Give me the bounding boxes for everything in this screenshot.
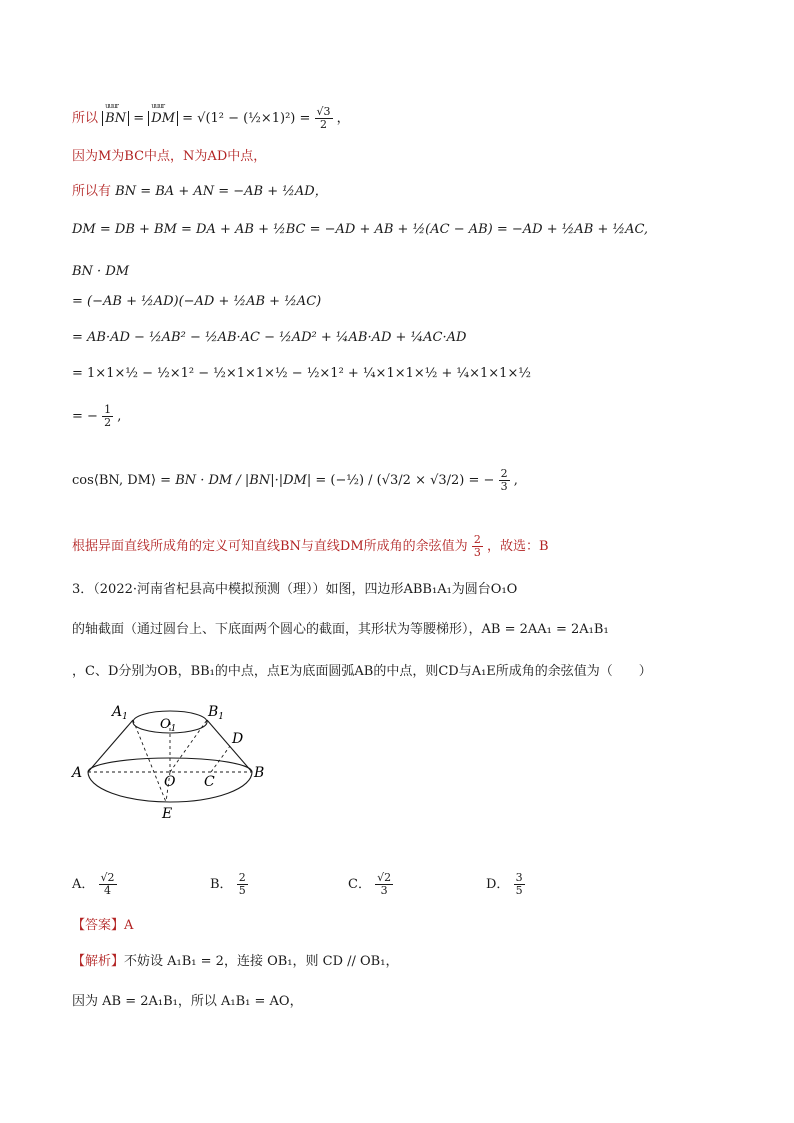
- label-b: B: [254, 765, 265, 781]
- label-d: D: [232, 731, 244, 747]
- option-c[interactable]: [348, 872, 393, 897]
- problem-line-2: 的轴截面（通过圆台上、下底面两个圆心的截面，其形状为等腰梯形），AB = 2AA₁ = 2A₁B₁: [72, 622, 609, 637]
- frac-num: √3: [316, 105, 331, 118]
- line-10-frac: [499, 468, 510, 493]
- frac-den: 4: [104, 884, 112, 897]
- label-o1: $O_1$: [160, 717, 177, 734]
- analysis-text-1: 不妨设 A₁B₁ = 2，连接 OB₁，则 CD // OB₁，: [124, 954, 399, 969]
- option-a-frac: [99, 872, 117, 897]
- option-b-frac: [237, 872, 248, 897]
- solution-line-10: [72, 468, 518, 493]
- line-10-rhs: = (−½) / (√3/2 × √3/2) = −: [315, 473, 495, 488]
- answer-tag: 【答案】: [72, 918, 125, 933]
- option-b-label: B．: [210, 877, 233, 892]
- frac-den: 2: [104, 416, 112, 429]
- segment-c-d: [211, 746, 230, 772]
- option-c-label: C．: [348, 877, 371, 892]
- frustum-figure: [66, 696, 276, 826]
- solution-line-6: = (−AB + ½AD)(−AD + ½AB + ½AC): [72, 294, 322, 309]
- frac-num: 2: [238, 871, 246, 884]
- label-b1: $B_1$: [208, 704, 225, 722]
- line-10-tail: ,: [513, 473, 518, 488]
- line-3-expr: BN = BA + AN = −AB + ½AD，: [115, 184, 328, 199]
- solution-line-1: 所以 uuur BN = uuur DM = √(1² − (½×1)²) = $\frac{√3}{2}$ ，: [72, 106, 350, 131]
- line-9-frac: [102, 404, 113, 429]
- option-a[interactable]: [72, 872, 117, 897]
- line-11-frac: [472, 534, 483, 559]
- solution-line-2: 因为M为BC中点，N为AD中点，: [72, 149, 267, 164]
- line-3-prefix: 所以有: [72, 184, 112, 199]
- left-generatrix: [88, 720, 133, 772]
- solution-line-9: [72, 404, 121, 429]
- solution-line-8: = 1×1×½ − ½×1² − ½×1×1×½ − ½×1² + ¼×1×1×½ + ¼×1×1×½: [72, 366, 531, 381]
- line-9-prefix: = −: [72, 409, 98, 424]
- option-d-frac: [514, 872, 525, 897]
- frac-den: 3: [500, 480, 508, 493]
- label-o: O: [164, 774, 176, 790]
- option-d[interactable]: [486, 872, 525, 897]
- option-d-label: D．: [486, 877, 510, 892]
- frac-den: 5: [515, 884, 523, 897]
- option-b[interactable]: [210, 872, 248, 897]
- label-e: E: [162, 806, 173, 822]
- problem-line-1: 3．（2022·河南省杞县高中模拟预测（理））如图，四边形ABB₁A₁为圆台O₁O: [72, 582, 518, 597]
- label-c: C: [204, 774, 215, 790]
- solution-line-5: BN · DM: [72, 264, 130, 279]
- frac-den: 5: [238, 884, 246, 897]
- line-11-tail: ，故选：B: [486, 539, 549, 554]
- line-11-text: 根据异面直线所成角的定义可知直线BN与直线DM所成角的余弦值为: [72, 539, 468, 554]
- frac-num: 2: [473, 533, 481, 546]
- line-1-prefix: 所以: [72, 111, 99, 126]
- frac-num: √2: [377, 871, 392, 884]
- frac-num: √2: [100, 871, 115, 884]
- frac-den: 3: [473, 546, 481, 559]
- solution-line-11: [72, 534, 549, 559]
- label-a: A: [72, 765, 83, 781]
- line-9-tail: ,: [117, 409, 122, 424]
- analysis-line-1: [72, 950, 398, 969]
- frac-num: 3: [515, 871, 523, 884]
- line-1-tail: ，: [336, 111, 350, 126]
- analysis-line-2: 因为 AB = 2A₁B₁，所以 A₁B₁ = AO，: [72, 994, 303, 1009]
- problem-line-3: ，C、D分别为OB，BB₁的中点，点E为底面圆弧AB的中点，则CD与A₁E所成角的余弦值为（ ）: [72, 664, 652, 679]
- solution-line-7: = AB·AD − ½AB² − ½AB·AC − ½AD² + ¼AB·AD + ¼AC·AD: [72, 330, 467, 345]
- line-10-mid: BN · DM / |BN|·|DM|: [175, 473, 312, 488]
- line-10-prefix: cos⟨BN, DM⟩ =: [72, 473, 176, 488]
- vector-dm: uuur DM: [151, 111, 175, 126]
- label-a1: $A_1$: [112, 704, 128, 722]
- solution-line-3: [72, 180, 328, 199]
- solution-line-4: DM = DB + BM = DA + AB + ½BC = −AD + AB + ½(AC − AB) = −AD + ½AB + ½AC,: [72, 222, 649, 237]
- frac-den: 2: [320, 118, 328, 131]
- analysis-tag: 【解析】: [72, 954, 125, 969]
- answer-value: A: [124, 918, 134, 933]
- option-c-frac: [375, 872, 393, 897]
- frac-den: 3: [380, 884, 388, 897]
- frac-num: 1: [104, 403, 112, 416]
- line-1-result-frac: [315, 106, 333, 131]
- answer-line: [72, 914, 133, 933]
- frac-num: 2: [500, 467, 508, 480]
- option-a-label: A．: [72, 877, 95, 892]
- vector-bn: uuur BN: [105, 111, 126, 126]
- line-1-expr: = √(1² − (½×1)²) =: [182, 111, 315, 126]
